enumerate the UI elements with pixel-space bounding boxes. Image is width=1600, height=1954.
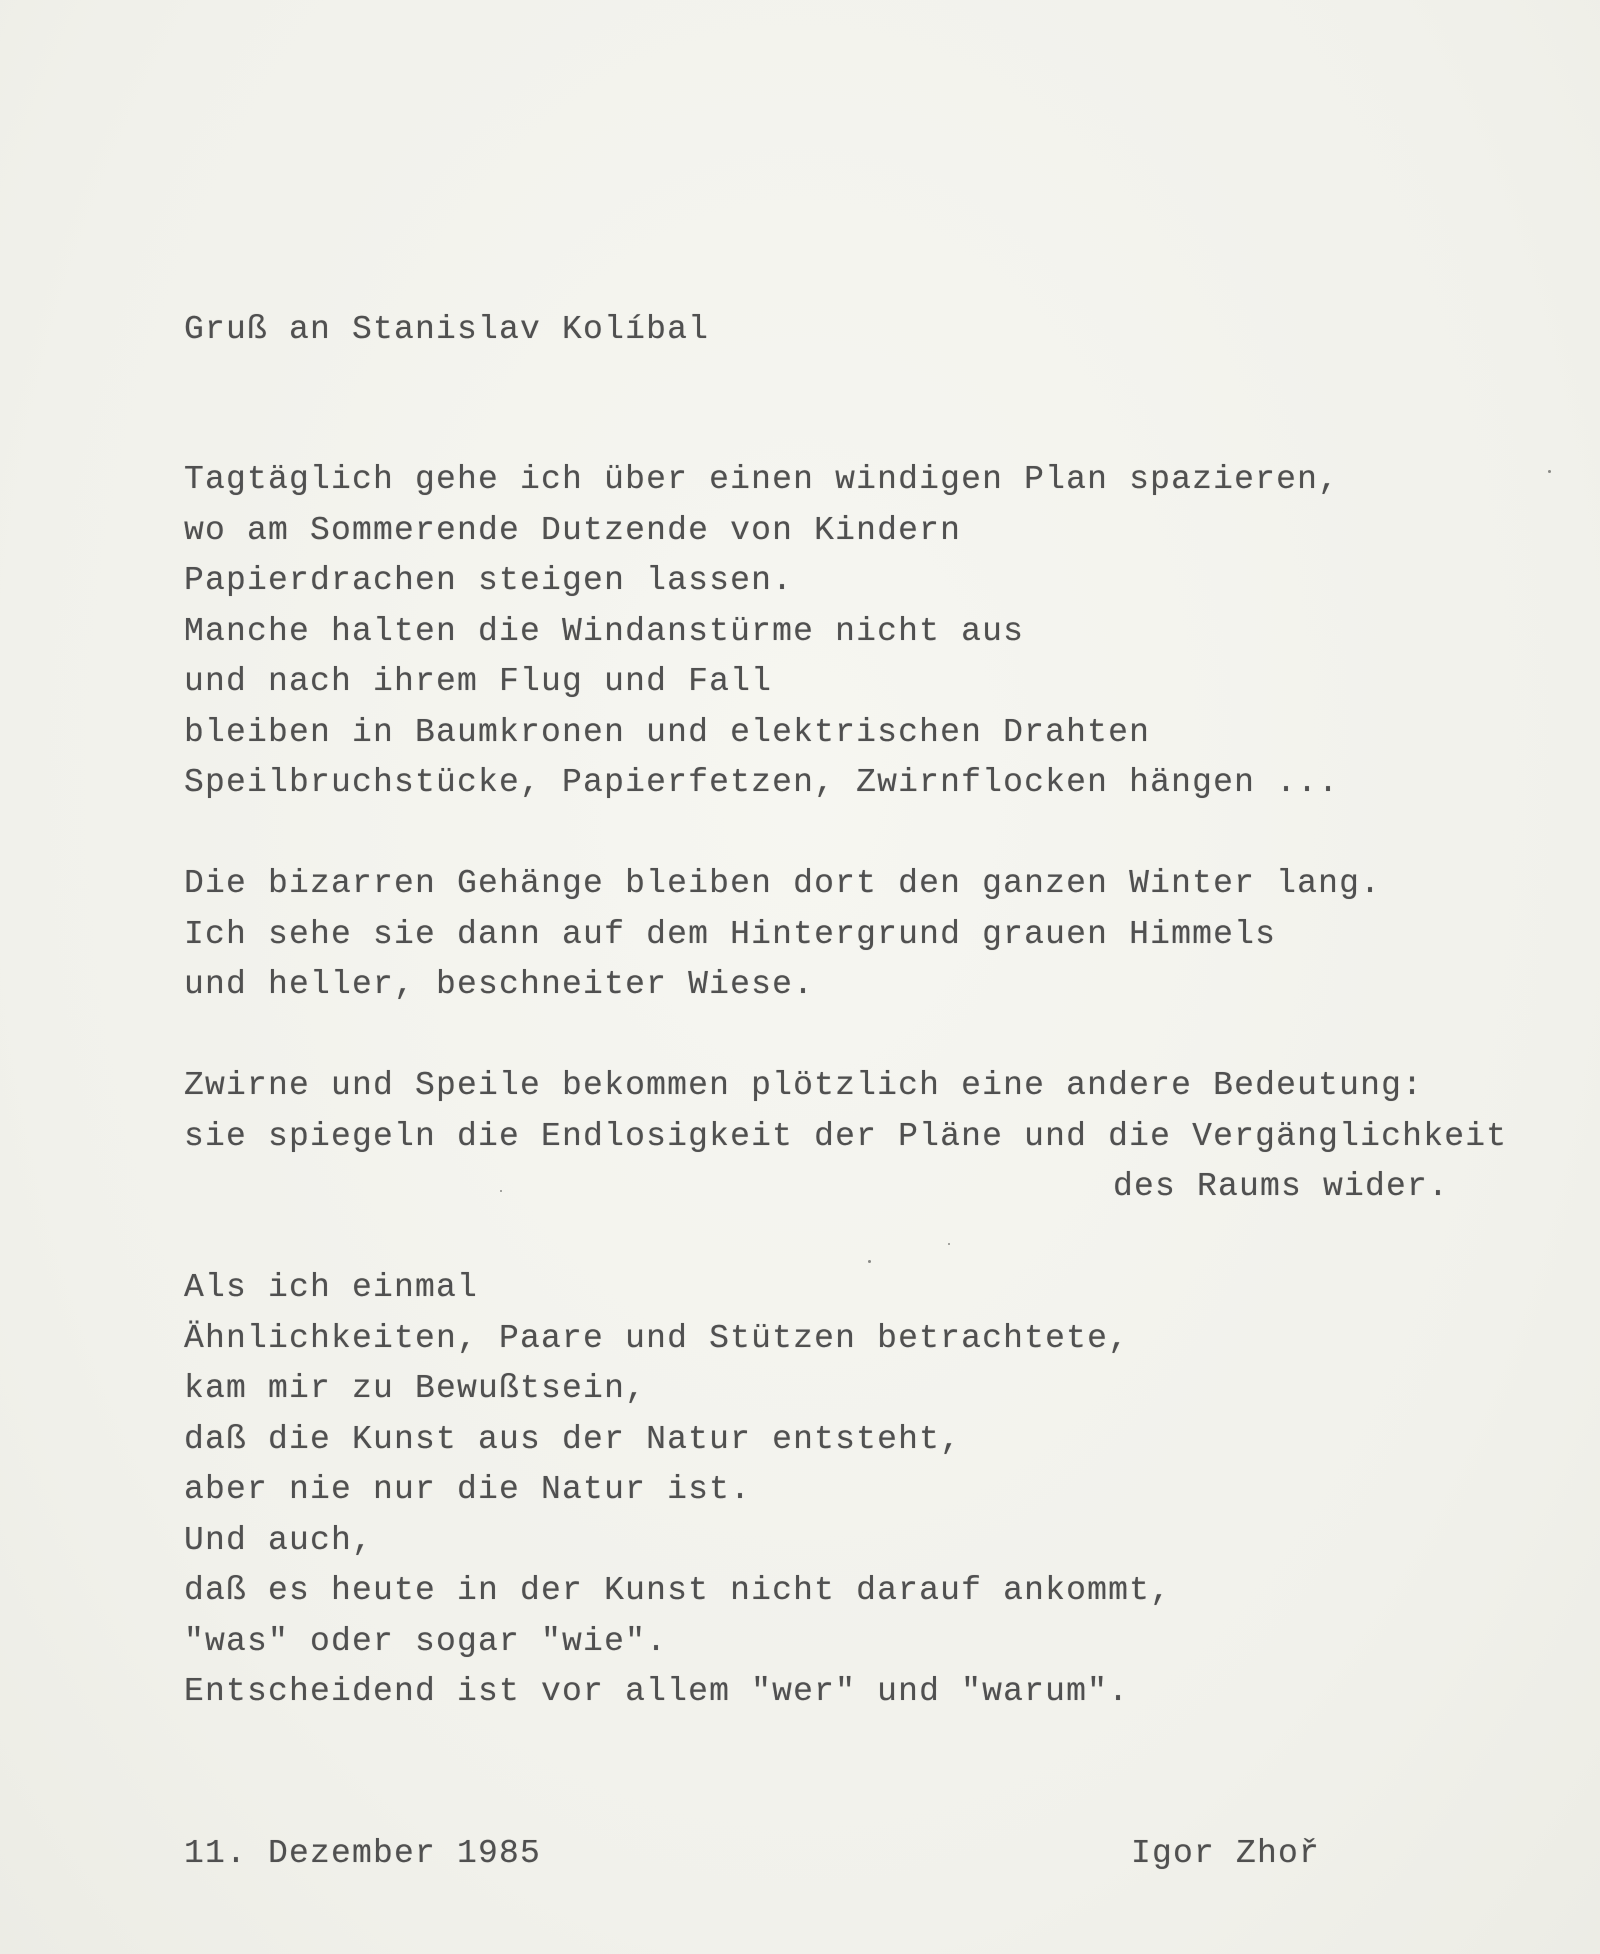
document-date: 11. Dezember 1985 [184,1835,542,1872]
poem-body [184,455,1507,1718]
poem-line: Und auch, [184,1521,374,1559]
poem-line-indented: des Raums wider. [1113,1168,1450,1205]
poem-line: daß es heute in der Kunst nicht darauf ankommt, [184,1572,1172,1609]
poem-line: aber nie nur die Natur ist. [184,1471,752,1508]
stanza-4 [184,1263,1507,1718]
stanza-gap [184,1011,1507,1062]
poem-line: "was" oder sogar "wie". [184,1622,668,1660]
poem-line: Tagtäglich gehe ich über einen windigen Plan spazieren, [184,461,1340,498]
paper-speck [500,1190,502,1192]
stanza-1 [184,455,1507,809]
paper-speck [948,1243,950,1245]
stanza-gap [184,809,1507,860]
poem-line: Papierdrachen steigen lassen. [184,562,794,599]
poem-line: und heller, beschneiter Wiese. [184,966,815,1003]
poem-line: Speilbruchstücke, Papierfetzen, Zwirnflocken hängen ... [184,764,1340,801]
stanza-2 [184,859,1507,1011]
poem-line: und nach ihrem Flug und Fall [184,663,773,700]
poem-line: daß die Kunst aus der Natur entsteht, [184,1420,962,1458]
stanza-gap [184,1213,1507,1264]
poem-line: wo am Sommerende Dutzende von Kindern [184,511,962,549]
poem-line: sie spiegeln die Endlosigkeit der Pläne und die Vergänglichkeit [184,1117,1508,1155]
poem-line: kam mir zu Bewußtsein, [184,1370,647,1407]
poem-line: Manche halten die Windanstürme nicht aus [184,612,1025,650]
paper-speck [868,1260,871,1263]
document-author: Igor Zhoř [1131,1835,1321,1872]
paper-speck [1548,470,1551,473]
poem-line: Die bizarren Gehänge bleiben dort den ganzen Winter lang. [184,865,1382,902]
poem-line: Zwirne und Speile bekommen plötzlich eine andere Bedeutung: [184,1067,1424,1104]
stanza-3 [184,1061,1507,1213]
poem-line: Ähnlichkeiten, Paare und Stützen betrachtete, [184,1319,1130,1357]
poem-line: bleiben in Baumkronen und elektrischen Drahten [184,713,1151,751]
poem-line: Als ich einmal [184,1269,479,1306]
poem-line: Ich sehe sie dann auf dem Hintergrund grauen Himmels [184,915,1277,953]
document-title: Gruß an Stanislav Kolíbal [184,311,710,348]
poem-line: Entscheidend ist vor allem "wer" und "warum". [184,1673,1130,1710]
